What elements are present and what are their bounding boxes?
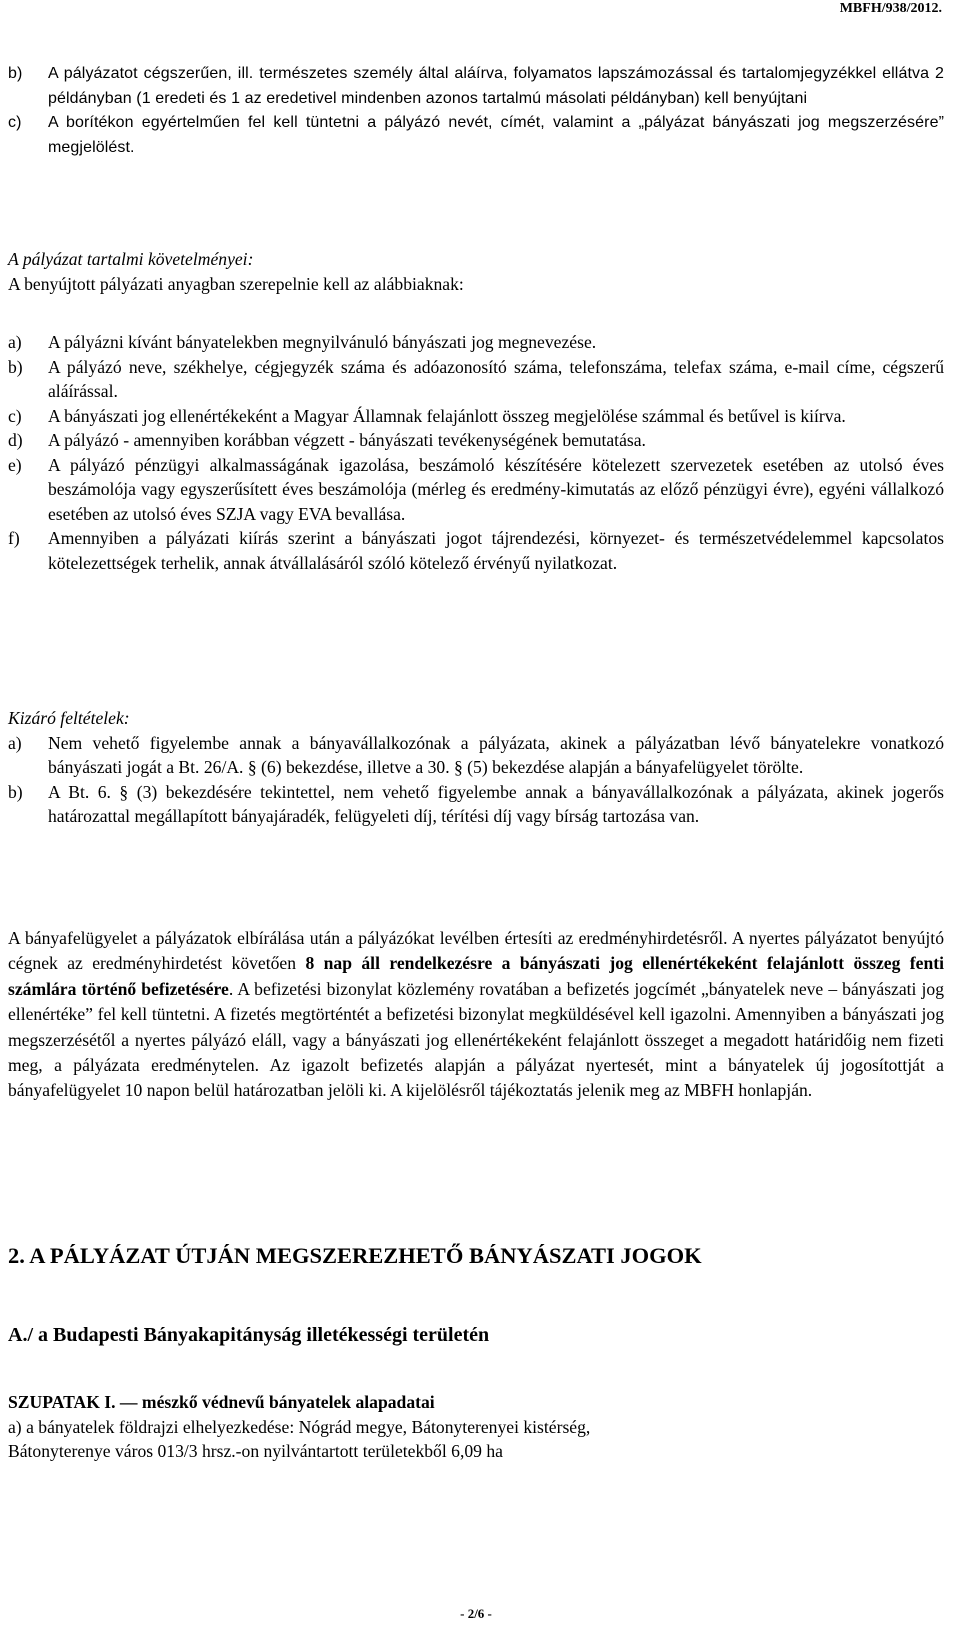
list-text: A Bt. 6. § (3) bekezdésére tekintettel, nem vehető figyelembe annak a bányavállalkozónak a pályázata, akinek jogerős határozattal megállapított bányajáradék, felügyeleti díj, térítési díj vagy bírság tartozása van. xyxy=(48,781,944,826)
list-item xyxy=(8,526,944,575)
site-title: SZUPATAK I. — mészkő védnevű bányatelek alapadatai xyxy=(8,1392,435,1412)
list-text: A pályázó neve, székhelye, cégjegyzék száma és adóazonosító száma, telefonszáma, telefax száma, e-mail címe, cégszerű aláírással. xyxy=(48,356,944,401)
site-data xyxy=(8,1390,944,1464)
list-item xyxy=(8,453,944,527)
list-label: d) xyxy=(8,430,23,450)
site-location-line: a) a bányatelek földrajzi elhelyezkedése: Nógrád megye, Bátonyterenyei kistérség, xyxy=(8,1416,591,1437)
submission-rules xyxy=(8,62,944,160)
exclusion-conditions xyxy=(8,706,944,829)
document-reference: MBFH/938/2012. xyxy=(839,1,942,16)
section-intro: A benyújtott pályázati anyagban szerepelnie kell az alábbiaknak: xyxy=(8,273,464,294)
list-label: a) xyxy=(8,332,22,352)
list-item xyxy=(8,62,944,111)
list-item xyxy=(8,111,944,160)
list-label: c) xyxy=(8,114,22,131)
list-text: Amennyiben a pályázati kiírás szerint a bányászati jogot tájrendezési, környezet- és természetvédelemmel kapcsolatos kötelezettségek terhelik, annak átvállalásáról szóló kötelező érvényű nyilatkozat. xyxy=(48,528,944,573)
section-title: 2. A PÁLYÁZAT ÚTJÁN MEGSZEREZHETŐ BÁNYÁSZATI JOGOK xyxy=(8,1243,702,1268)
list-item xyxy=(8,355,944,404)
list-item xyxy=(8,731,944,780)
list-text: A bányászati jog ellenértékeként a Magyar Államnak felajánlott összeg megjelölése számmal és betűvel is kiírva. xyxy=(48,405,846,426)
requirements-list xyxy=(8,330,944,575)
list-label: c) xyxy=(8,405,22,426)
subsection-title: A./ a Budapesti Bányakapitányság illetékességi területén xyxy=(8,1324,490,1346)
list-item xyxy=(8,404,944,429)
list-item xyxy=(8,780,944,829)
list-text: A pályázatot cégszerűen, ill. természetes személy által aláírva, folyamatos lapszámozással és tartalomjegyzékkel ellátva 2 példányban (1 eredeti és 1 az eredetivel mindenben azonos tartalmú másolati példányban) kell benyújtani xyxy=(48,65,944,107)
paragraph-text: . A befizetési bizonylat közlemény rovatában a befizetés jogcímét „bányatelek neve – bányászati jog ellenértéke” fel kell tüntetni. A fizetés megtörténtét a befizetési bizonylat megküldésével kell igazolni. Amennyiben a bányászati jog megszerzésétől a nyertes pályázó eláll, vagy a bányászati jog ellenértékeként felajánlott összeget a megadott határidőig nem fizeti meg, a pályázata eredménytelen. Az igazolt befizetés alapján a pályázat nyertesét, mint a bányatelek új jogosítottját a bányafelügyelet 10 napon belül határozatban jelöli ki. A kijelölésről tájékoztatás jelenik meg az MBFH honlapján. xyxy=(8,978,944,1101)
page-number: - 2/6 - xyxy=(460,1606,492,1621)
list-label: a) xyxy=(8,732,22,753)
payment-deadline-text: 8 nap áll rendelkezésre a bányászati jog ellenértékeként felajánlott összeg fenti számlára történő befizetésére xyxy=(8,953,944,999)
list-label: b) xyxy=(8,781,23,802)
list-label: b) xyxy=(8,356,23,377)
section-heading: A pályázat tartalmi követelményei: xyxy=(8,249,254,269)
list-text: A pályázó - amennyiben korábban végzett - bányászati tevékenységének bemutatása. xyxy=(48,430,646,450)
list-item xyxy=(8,330,944,355)
list-item xyxy=(8,428,944,453)
list-label: f) xyxy=(8,528,20,548)
content-requirements xyxy=(8,247,944,296)
list-label: b) xyxy=(8,65,23,82)
section-heading: Kizáró feltételek: xyxy=(8,708,130,728)
list-text: A borítékon egyértelműen fel kell tüntetni a pályázó nevét, címét, valamint a „pályázat bányászati jog megszerzésére” megjelölést. xyxy=(48,114,944,156)
list-label: e) xyxy=(8,454,22,475)
result-paragraph xyxy=(8,926,944,1104)
site-location-line: Bátonyterenye város 013/3 hrsz.-on nyilvántartott területekből 6,09 ha xyxy=(8,1441,503,1461)
paragraph-text: A bányafelügyelet a pályázatok elbírálása után a pályázókat levélben értesíti az eredményhirdetésről. A nyertes pályázatot benyújtó cégnek az eredményhirdetést követően xyxy=(8,928,944,974)
list-text: A pályázni kívánt bányatelekben megnyilvánuló bányászati jog megnevezése. xyxy=(48,332,597,352)
list-text: A pályázó pénzügyi alkalmasságának igazolása, beszámoló készítésére kötelezett szervezetek esetében az utolsó éves beszámolója vagy egyszerűsített éves beszámolója (mérleg és eredmény-kimutatás az előző pénzügyi évre), egyéni vállalkozó esetében az utolsó éves SZJA vagy EVA bevallása. xyxy=(48,454,944,524)
list-text: Nem vehető figyelembe annak a bányavállalkozónak a pályázata, akinek a pályázatban lévő bányatelekre vonatkozó bányászati jogát a Bt. 26/A. § (6) bekezdése, illetve a 30. § (5) bekezdése alapján a bányafelügyelet törölte. xyxy=(48,732,944,777)
